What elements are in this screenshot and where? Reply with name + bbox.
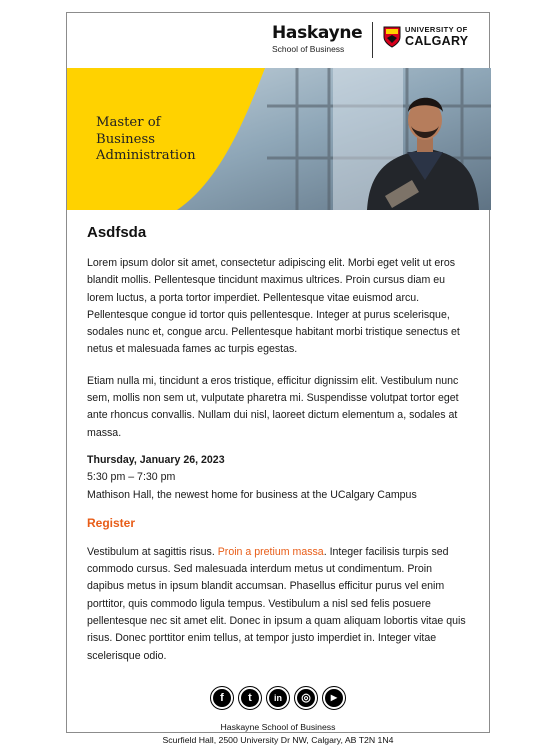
register-link[interactable]: Register	[87, 515, 136, 530]
paragraph-3	[87, 544, 469, 665]
shield-icon	[383, 26, 401, 48]
paragraph-3-start: Vestibulum at sagittis risus.	[87, 545, 218, 558]
event-details	[87, 452, 469, 504]
program-title-line3: Administration	[96, 148, 196, 163]
hero-banner	[67, 68, 491, 210]
event-date: Thursday, January 26, 2023	[87, 453, 225, 466]
university-line2: CALGARY	[405, 34, 469, 48]
paragraph-2: Etiam nulla mi, tincidunt a eros tristique, efficitur dignissim elit. Vestibulum nunc sem, mollis non sem ut, vulputate pharetra mi. Suspendisse volutpat tortor eget ante rhoncus convallis. Nullam dui nisl, laoreet dictum elementum a, sodales at massa.	[87, 374, 459, 439]
university-wordmark	[405, 25, 468, 48]
headline: Asdfsda	[87, 224, 147, 241]
program-title-line1: Master of	[96, 115, 161, 130]
program-title-line2: Business	[96, 131, 156, 147]
university-logo[interactable]	[383, 25, 468, 48]
logo-divider	[372, 22, 373, 58]
paragraph-1: Lorem ipsum dolor sit amet, consectetur adipiscing elit. Morbi eget velit ut eros blandit mollis. Pellentesque tincidunt maximus ultrices. Proin cursus diam eu lorem luctus, a porta tortor imperdiet. Pellentesque vitae euismod arcu. Pellentesque congue id tortor quis pellentesque. Integer at purus scelerisque, sodales nunc et, congue arcu. Pellentesque habitant morbi tristique senectus et netus et malesuada fames ac turpis egestas.	[87, 257, 460, 356]
brand-name: Haskayne	[272, 23, 363, 43]
inline-link[interactable]: Proin a pretium massa	[217, 545, 324, 558]
footer-org: Haskayne School of Business	[220, 721, 336, 732]
footer-address: Scurfield Hall, 2500 University Dr NW, Calgary, AB T2N 1N4	[162, 734, 394, 745]
paragraph-3-end: . Integer facilisis turpis sed commodo cursus. Sed malesuada interdum metus ut condimentum. Proin dapibus metus in ipsum blandit accumsan. Phasellus efficitur purus vel enim porttitor, quis commodo ligula tempus. Vestibulum a nisl sed felis posuere pellentesque nec sit amet elit. Donec in ipsum a quam aliquam lobortis vitae quis risus. Donec porttitor enim tellus, at tempor justo imperdiet in. Integer vitae scelerisque odio.	[87, 545, 466, 662]
email-frame	[66, 12, 490, 745]
social-links	[87, 687, 469, 709]
linkedin-icon[interactable]: in	[267, 687, 289, 709]
email-content	[67, 224, 489, 747]
facebook-icon[interactable]: f	[211, 687, 233, 709]
haskayne-logo[interactable]	[272, 23, 362, 54]
twitter-icon[interactable]: t	[239, 687, 261, 709]
program-title	[96, 115, 196, 165]
email-footer	[87, 721, 469, 747]
university-line1: UNIVERSITY OF	[405, 25, 468, 34]
instagram-icon[interactable]: ◎	[295, 687, 317, 709]
youtube-icon[interactable]: ▶	[323, 687, 345, 709]
email-header	[67, 13, 489, 68]
brand-subtitle: School of Business	[272, 44, 345, 54]
event-time: 5:30 pm – 7:30 pm	[87, 471, 176, 484]
event-location: Mathison Hall, the newest home for business at the UCalgary Campus	[87, 488, 417, 501]
